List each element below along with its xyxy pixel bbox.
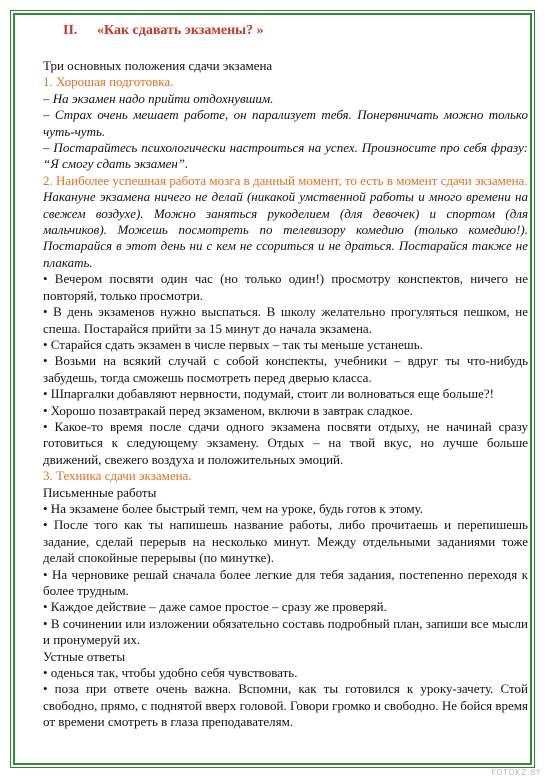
paragraph: • поза при ответе очень важна. Вспомни, как ты готовился к уроку-зачету. Стой свободно, прямо, с поднятой вверх головой. Говори громко и свободно. Не бойся время от времени смотреть в глаза преподавателям. [43,681,528,730]
paragraph: Письменные работы [43,484,157,500]
section-title: «Как сдавать экзамены? » [97,23,264,38]
paragraph: • оденься так, чтобы удобно себя чувствовать. [43,665,298,681]
paragraph: • В сочинении или изложении обязательно составь подробный план, запиши все мысли и пронумеруй их. [43,615,528,648]
paragraph: • В день экзаменов нужно выспаться. В школу желательно прогуляться пешком, не спеша. Постарайся прийти за 15 минут до начала экзамена. [43,304,528,336]
paragraph: 1. Хорошая подготовка. [43,74,174,90]
watermark: FOTOKZ.BY [491,768,541,777]
paragraph: Накануне экзамена ничего не делай (никакой умственной работы и много времени на свежем воздухе). Можно заняться рукоделием (для девочек) и спортом (для мальчиков). Можешь посмотреть по телевизору комедию (только комедию!). Постарайся в этот день ни с кем не ссориться и не драться. Постарайся также не плакать. [43,189,528,270]
paragraph: • Старайся сдать экзамен в числе первых – так ты меньше устанешь. [43,336,423,352]
paragraph: • На экзамене более быстрый темп, чем на уроке, будь готов к этому. [43,500,424,516]
paragraph: • На черновике решай сначала более легкие для тебя задания, постепенно переходя к более трудным. [43,566,528,598]
paragraph: • Каждое действие – даже самое простое – сразу же проверяй. [43,599,387,615]
section-number: II. [63,23,78,38]
document-content [43,22,528,762]
paragraph: 2. Наиболее успешная работа мозга в данный момент, то есть в момент сдачи экзамена. [43,172,528,188]
paragraph: – Страх очень мешает работе, он парализует тебя. Понервничать можно только чуть-чуть. [43,107,528,139]
paragraph: • Какое-то время после сдачи одного экзамена посвяти отдыху, не начинай сразу готовиться к следующему экзамену. Отдых – на твой вкус, но лучше больше движений, свежего воздуха и положительных эмоций. [43,418,528,467]
paragraph: • После того как ты напишешь название работы, либо прочитаешь и перепишешь задание, сделай перерыв на несколько минут. Между отдельными заданиями тоже делай спокойные перерывы (по минутке). [43,517,528,566]
paragraph: 3. Техника сдачи экзамена. [43,468,192,484]
paragraph: – Постарайтесь психологически настроиться на успех. Произносите про себя фразу: “Я смогу сдать экзамен”. [43,140,528,172]
paragraph: – На экзамен надо прийти отдохнувшим. [43,90,274,106]
paragraph: • Вечером посвяти один час (но только один!) просмотру конспектов, ничего не повторяй, только просмотри. [43,271,528,303]
paragraph: • Хорошо позавтракай перед экзаменом, включи в завтрак сладкое. [43,402,413,418]
paragraph: • Шпаргалки добавляют нервности, подумай, стоит ли волноваться еще больше?! [43,386,494,402]
paragraph: • Возьми на всякий случай с собой конспекты, учебники – вдруг ты что-нибудь забудешь, тогда сможешь посмотреть перед дверью класса. [43,353,528,385]
paragraph: Три основных положения сдачи экзамена [43,58,273,73]
paragraph-list [43,58,528,731]
paragraph: Устные ответы [43,648,126,664]
section-heading [63,22,528,40]
